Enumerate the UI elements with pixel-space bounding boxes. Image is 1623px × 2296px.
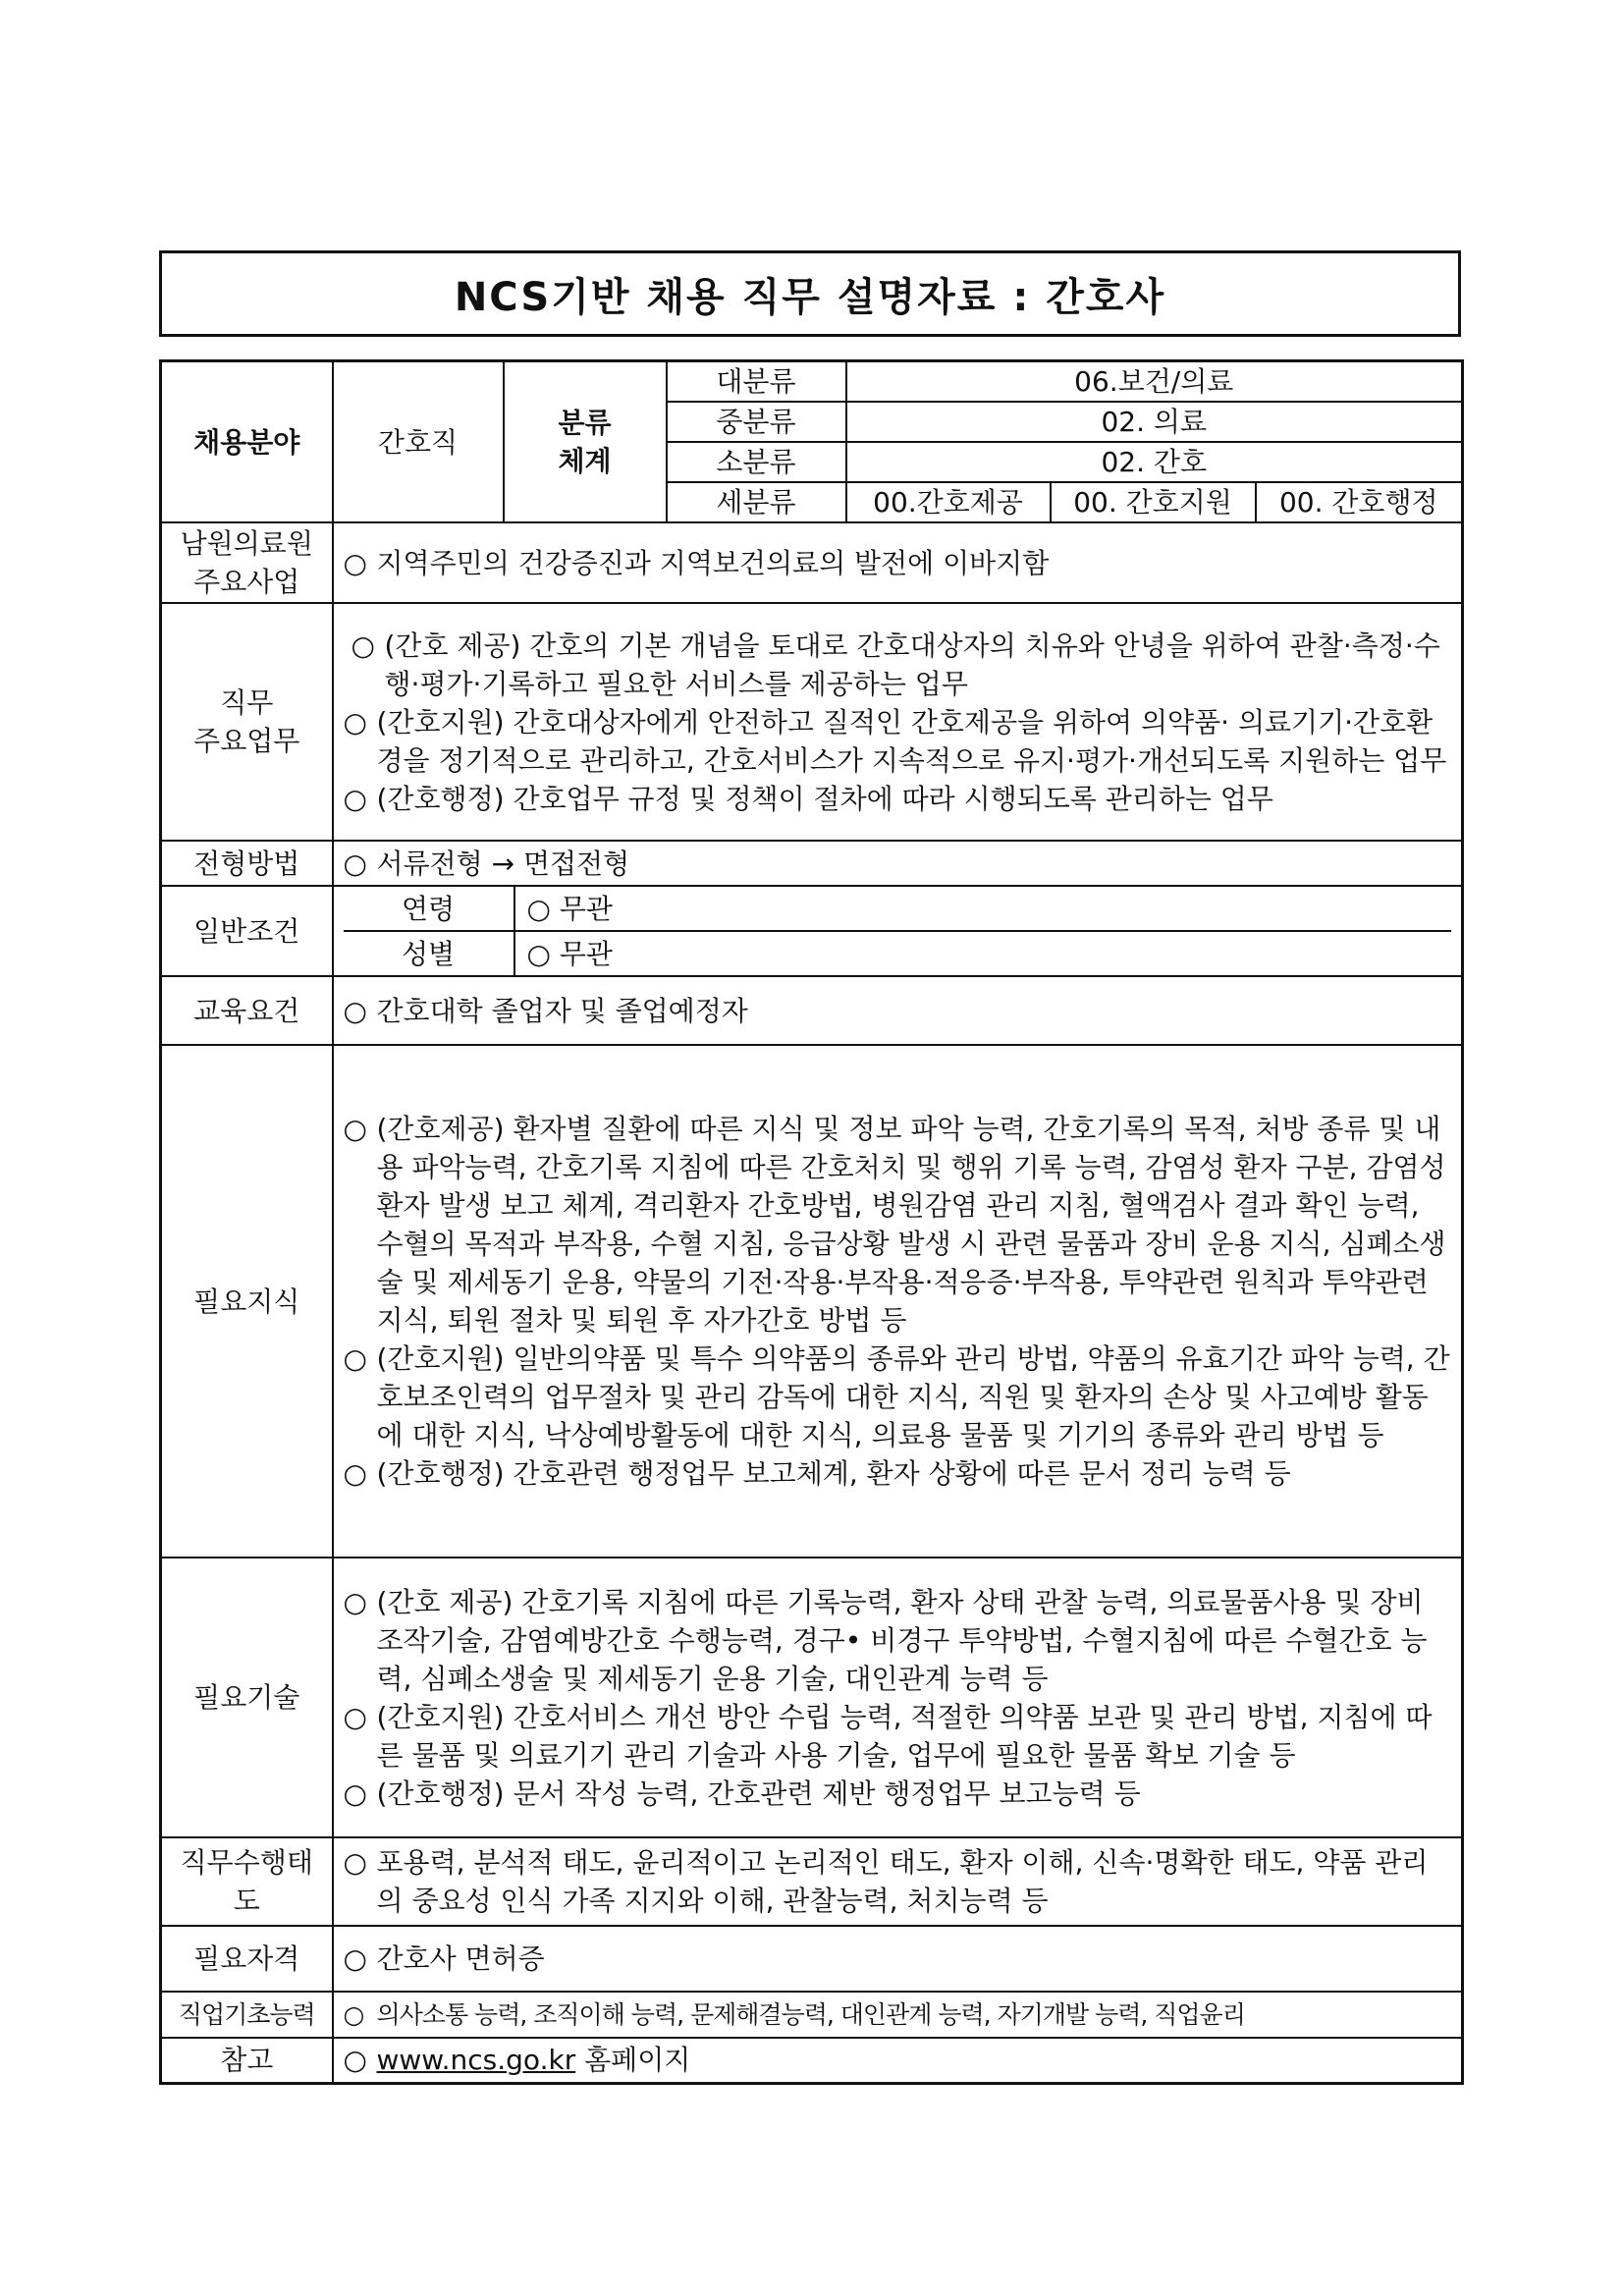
selection-label: 전형방법 <box>161 841 333 886</box>
skills-content <box>333 1558 1463 1837</box>
skills-label: 필요기술 <box>161 1558 333 1837</box>
bullet-icon: ○ <box>343 2044 367 2077</box>
bullet-icon: ○ <box>343 1777 367 1810</box>
basic-competency-value: 의사소통 능력, 조직이해 능력, 문제해결능력, 대인관계 능력, 자기개발 능력, 직업윤리 <box>376 2000 1245 2029</box>
skill-support: (간호지원) 간호서비스 개선 방안 수립 능력, 적절한 의약품 보관 및 관리 방법, 지침에 따른 물품 및 의료기기 관리 기술과 사용 기술, 업무에 필요한 물품 확보 기술 등 <box>376 1700 1433 1772</box>
recruitment-label: 채용분야 <box>161 361 333 523</box>
skill-admin: (간호행정) 문서 작성 능력, 간호관련 제반 행정업무 보고능력 등 <box>376 1777 1141 1810</box>
knowledge-row <box>161 1045 1463 1558</box>
bullet-icon: ○ <box>343 2000 364 2029</box>
attitude-label <box>161 1837 333 1926</box>
recruitment-value: 간호직 <box>333 361 504 523</box>
main-business-label-line1: 남원의료원 <box>180 527 313 560</box>
duties-label-line2: 주요업무 <box>193 725 300 757</box>
reference-label: 참고 <box>161 2038 333 2083</box>
duties-row <box>161 603 1463 841</box>
level-minor-value: 02. 간호 <box>846 442 1463 482</box>
age-value: 무관 <box>559 892 613 925</box>
gender-value: 무관 <box>559 937 613 970</box>
bullet-icon: ○ <box>526 937 551 970</box>
duty-admin: (간호행정) 간호업무 규정 및 정책이 절차에 따라 시행되도록 관리하는 업무 <box>376 782 1273 815</box>
level-major-value: 06.보건/의료 <box>846 361 1463 403</box>
ncs-homepage-link[interactable]: www.ncs.go.kr <box>376 2044 576 2077</box>
duty-support: (간호지원) 간호대상자에게 안전하고 질적인 간호제공을 위하여 의약품· 의료기기·간호환경을 정기적으로 관리하고, 간호서비스가 지속적으로 유지·평가·개선되도록 지원하는 업무 <box>376 705 1447 777</box>
license-content <box>333 1926 1463 1992</box>
education-label: 교육요건 <box>161 976 333 1045</box>
skill-provision: (간호 제공) 간호기록 지침에 따른 기록능력, 환자 상태 관찰 능력, 의료물품사용 및 장비 조작기술, 감염예방간호 수행능력, 경구• 비경구 투약방법, 수혈지침에 따른 수혈간호 능력, 심폐소생술 및 제세동기 운용 기술, 대인관계 능력 등 <box>376 1585 1428 1695</box>
bullet-icon: ○ <box>343 1942 367 1975</box>
bullet-icon: ○ <box>526 892 551 925</box>
bullet-icon: ○ <box>343 1700 367 1733</box>
attitude-content <box>333 1837 1463 1926</box>
age-value-cell <box>514 887 1452 931</box>
bullet-icon: ○ <box>343 546 367 579</box>
education-content <box>333 976 1463 1045</box>
classification-row <box>161 361 1463 403</box>
duties-label-line1: 직무 <box>220 686 274 719</box>
selection-row <box>161 841 1463 886</box>
detail-value-provision: 00.간호제공 <box>846 482 1051 522</box>
level-middle-value: 02. 의료 <box>846 402 1463 442</box>
general-content <box>333 886 1463 976</box>
classification-label-top: 분류 <box>558 407 612 439</box>
basic-competency-content <box>333 1992 1463 2038</box>
general-conditions-table <box>344 887 1452 975</box>
basic-competency-row <box>161 1992 1463 2038</box>
bullet-icon: ○ <box>343 705 367 738</box>
general-conditions-row <box>161 886 1463 976</box>
attitude-value: 포용력, 분석적 태도, 윤리적이고 논리적인 태도, 환자 이해, 신속·명확한 태도, 약품 관리의 중요성 인식 가족 지지와 이해, 관찰능력, 처치능력 등 <box>376 1846 1429 1917</box>
bullet-icon: ○ <box>343 1846 367 1879</box>
skills-row <box>161 1558 1463 1837</box>
gender-label: 성별 <box>344 931 514 975</box>
main-business-label <box>161 522 333 603</box>
gender-value-cell <box>514 931 1452 975</box>
basic-competency-label: 직업기초능력 <box>161 1992 333 2038</box>
license-label: 필요자격 <box>161 1926 333 1992</box>
page-title: NCS기반 채용 직무 설명자료 : 간호사 <box>159 250 1461 337</box>
bullet-icon: ○ <box>343 1342 367 1375</box>
general-label: 일반조건 <box>161 886 333 976</box>
knowledge-provision: (간호제공) 환자별 질환에 따른 지식 및 정보 파악 능력, 간호기록의 목적, 처방 종류 및 내용 파악능력, 간호기록 지침에 따른 간호처치 및 행위 기록 능력, 감염성 환자 구분, 감염성 환자 발생 보고 체계, 격리환자 간호방법, 병원감염 관리 지침, 혈액검사 결과 확인 능력, 수혈의 목적과 부작용, 수혈 지침, 응급상황 발생 시 관련 물품과 장비 운용 지식, 심폐소생술 및 제세동기 운용, 약물의 기전·작용·부작용·적응증·부작용, 투약관련 원칙과 투약관련 지식, 퇴원 절차 및 퇴원 후 자가간호 방법 등 <box>376 1113 1446 1337</box>
main-business-content <box>333 522 1463 603</box>
knowledge-content <box>333 1045 1463 1558</box>
main-business-label-line2: 주요사업 <box>193 566 300 598</box>
bullet-icon: ○ <box>351 629 375 662</box>
detail-value-support: 00. 간호지원 <box>1051 482 1256 522</box>
bullet-icon: ○ <box>343 782 367 815</box>
bullet-icon: ○ <box>343 1457 367 1490</box>
knowledge-support: (간호지원) 일반의약품 및 특수 의약품의 종류와 관리 방법, 약품의 유효기간 파악 능력, 간호보조인력의 업무절차 및 관리 감독에 대한 지식, 직원 및 환자의 손상 및 사고예방 활동에 대한 지식, 낙상예방활동에 대한 지식, 의료용 물품 및 기기의 종류와 관리 방법 등 <box>376 1342 1450 1451</box>
license-row <box>161 1926 1463 1992</box>
age-label: 연령 <box>344 887 514 931</box>
duties-label <box>161 603 333 841</box>
attitude-label-line2: 도 <box>233 1885 260 1917</box>
level-detail-label: 세분류 <box>667 482 846 522</box>
duties-content <box>333 603 1463 841</box>
main-business-text: 지역주민의 건강증진과 지역보건의료의 발전에 이바지함 <box>376 546 1050 579</box>
job-description-table <box>159 359 1464 2085</box>
level-minor-label: 소분류 <box>667 442 846 482</box>
bullet-icon: ○ <box>343 1585 367 1618</box>
knowledge-label: 필요지식 <box>161 1045 333 1558</box>
classification-label-bottom: 체계 <box>558 445 612 477</box>
license-value: 간호사 면허증 <box>376 1942 545 1975</box>
reference-content <box>333 2038 1463 2083</box>
bullet-icon: ○ <box>343 1113 367 1145</box>
selection-value: 서류전형 → 면접전형 <box>376 847 630 880</box>
detail-value-admin: 00. 간호행정 <box>1256 482 1463 522</box>
classification-system-label <box>504 361 667 523</box>
bullet-icon: ○ <box>343 847 367 880</box>
education-value: 간호대학 졸업자 및 졸업예정자 <box>376 994 748 1027</box>
bullet-icon: ○ <box>343 994 367 1027</box>
attitude-row <box>161 1837 1463 1926</box>
reference-row <box>161 2038 1463 2083</box>
level-middle-label: 중분류 <box>667 402 846 442</box>
duty-provision: (간호 제공) 간호의 기본 개념을 토대로 간호대상자의 치유와 안녕을 위하여 관찰·측정·수행·평가·기록하고 필요한 서비스를 제공하는 업무 <box>384 629 1440 700</box>
selection-content <box>333 841 1463 886</box>
attitude-label-line1: 직무수행태 <box>180 1846 313 1879</box>
main-business-row <box>161 522 1463 603</box>
knowledge-admin: (간호행정) 간호관련 행정업무 보고체계, 환자 상황에 따른 문서 정리 능력 등 <box>376 1457 1291 1490</box>
reference-suffix: 홈페이지 <box>575 2044 691 2077</box>
education-row <box>161 976 1463 1045</box>
level-major-label: 대분류 <box>667 361 846 403</box>
